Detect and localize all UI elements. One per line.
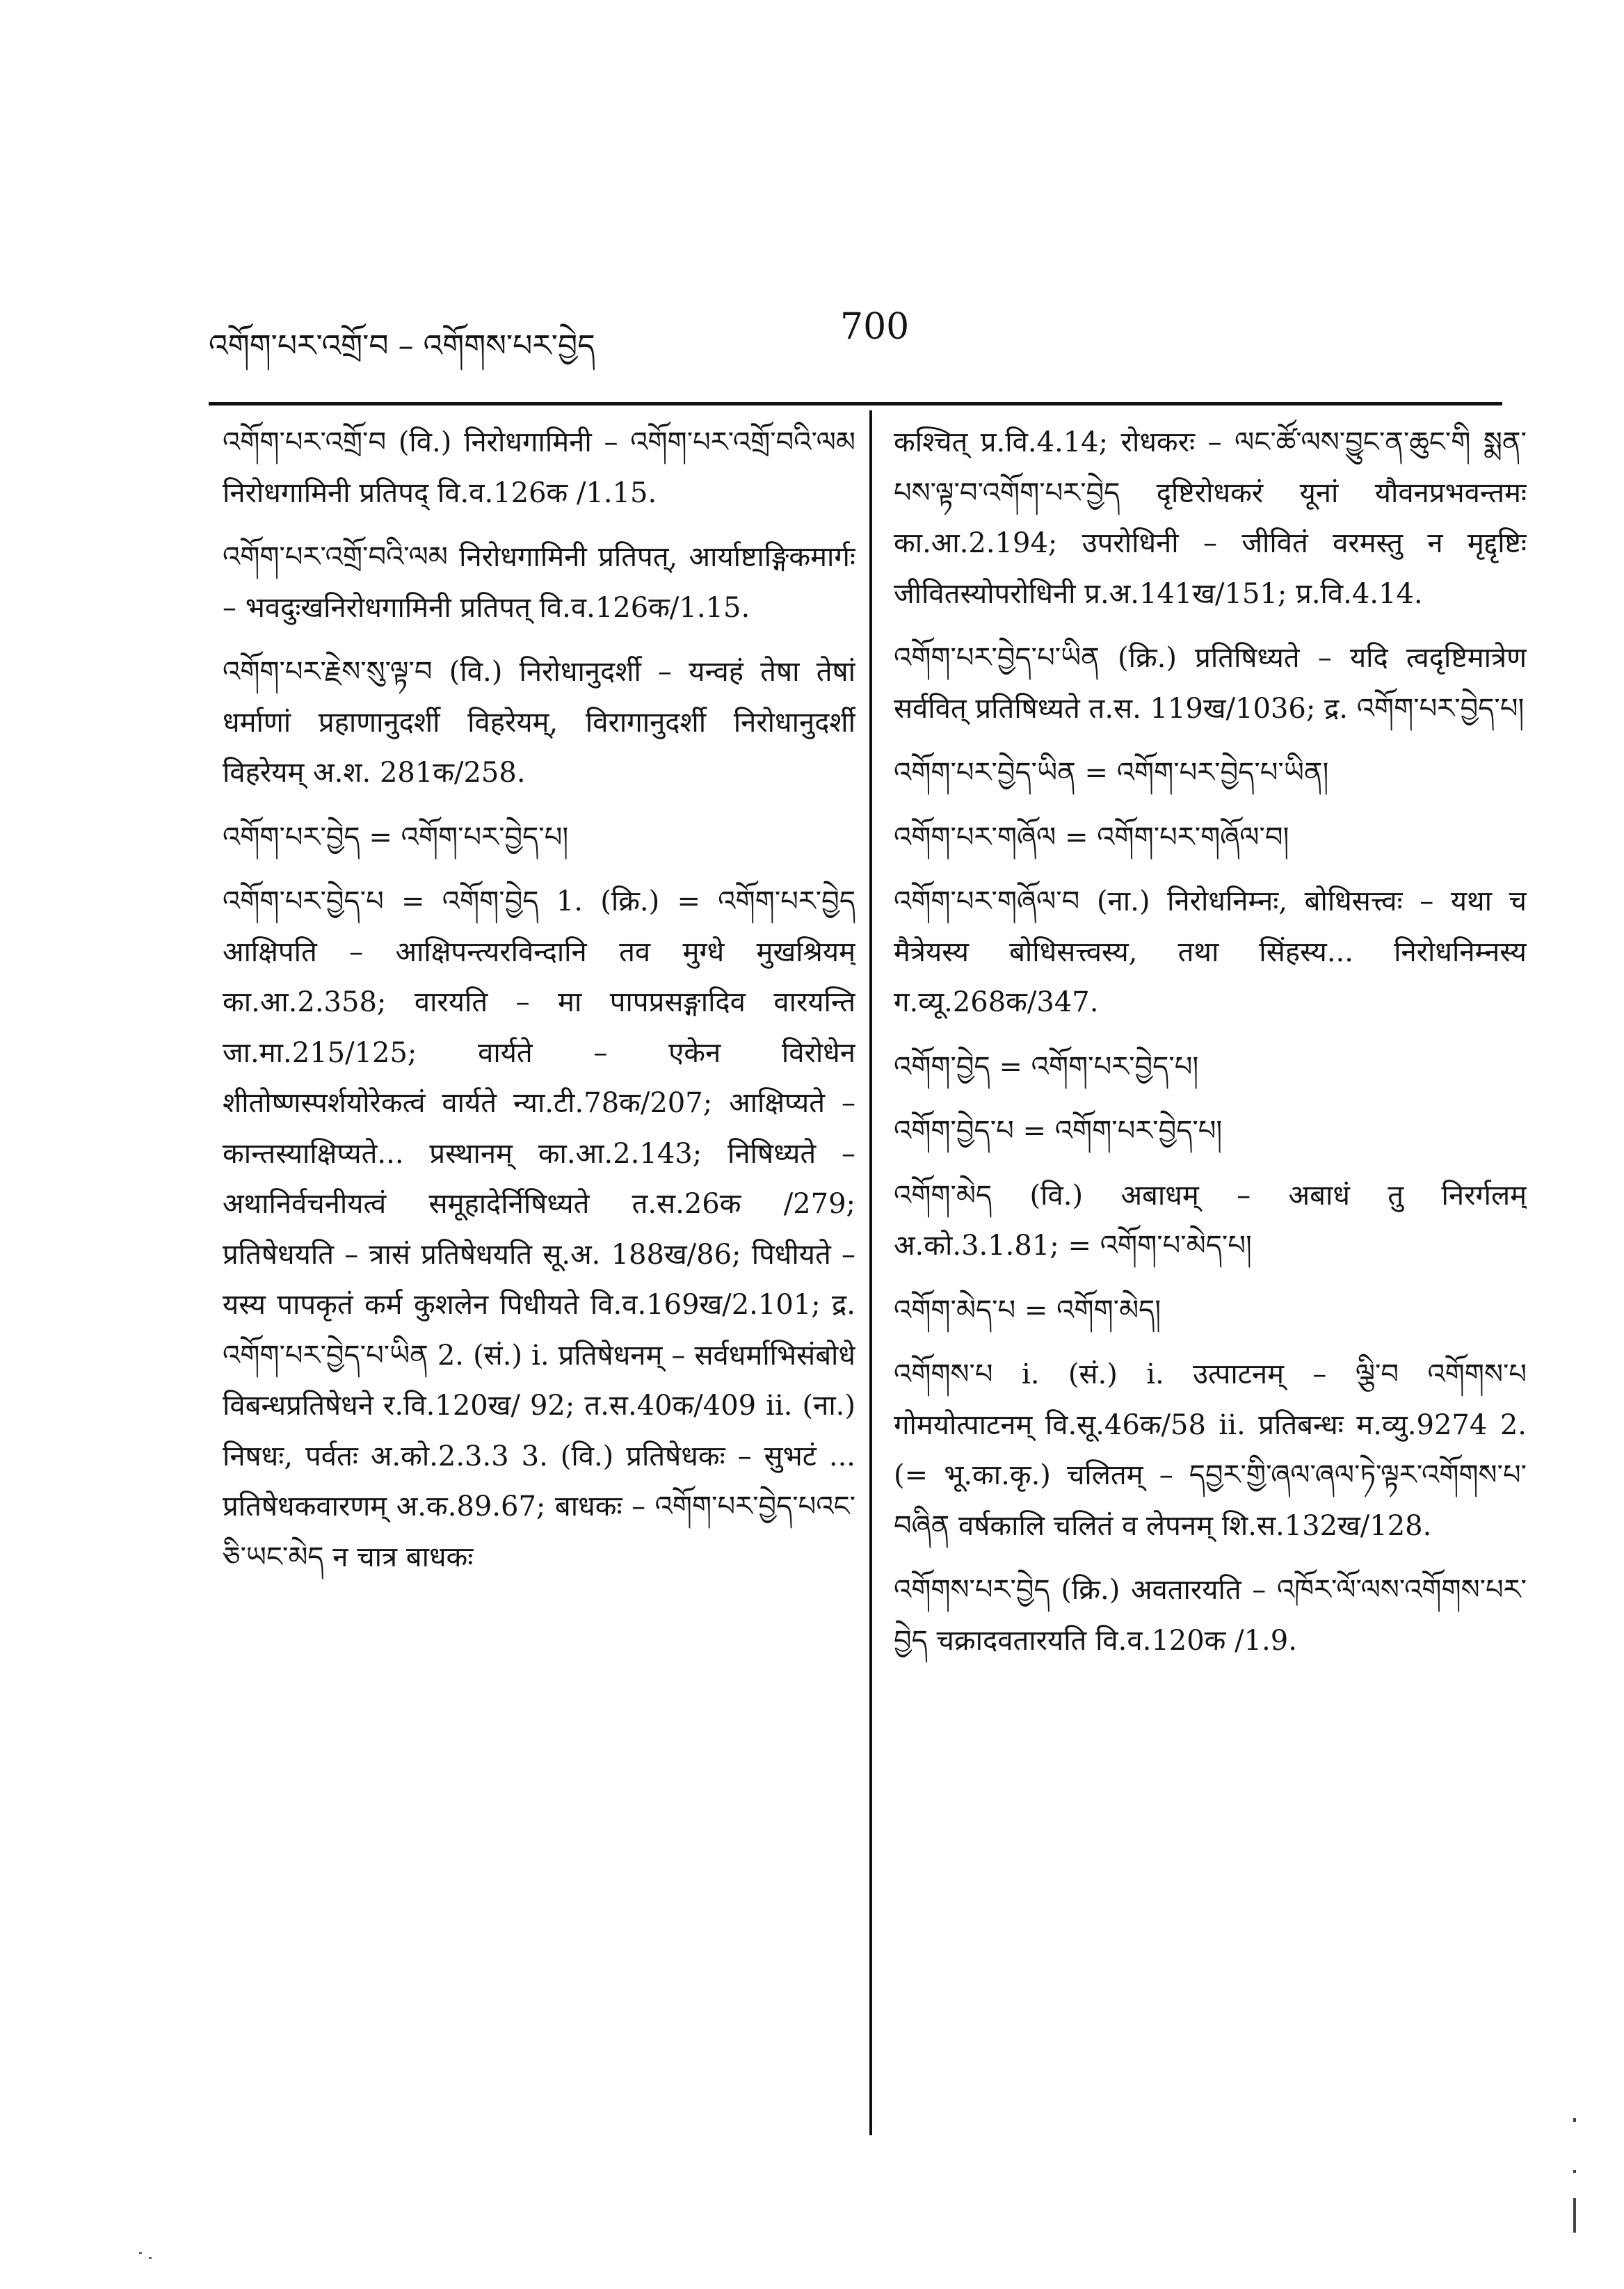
dictionary-entry: འགོག་པར་གཞོལ = འགོག་པར་གཞོལ་བ། — [894, 821, 1289, 853]
scan-speck — [149, 2257, 152, 2259]
dictionary-entry: འགོག་པར་བྱེད = འགོག་པར་བྱེད་པ། — [223, 821, 569, 853]
scan-edge-mark — [1573, 2198, 1576, 2233]
dictionary-entry: འགོག་བྱེད = འགོག་པར་བྱེད་པ། — [894, 1050, 1199, 1083]
dictionary-entry: འགོག་པར་འགྲོ་བའི་ལམ निरोधगामिनी प्रतिपत्, आर्याष्टाङ्गिकमार्गः – भवदुःखनिरोधगामिनी प्रतिपत् वि.व.126क/1.15. — [223, 541, 855, 624]
dictionary-entry: འགོག་བྱེད་པ = འགོག་པར་བྱེད་པ། — [894, 1115, 1223, 1147]
scan-speck — [139, 2252, 142, 2254]
right-column — [894, 417, 1527, 2128]
dictionary-entry: འགོག་པར་རྗེས་སུ་ལྟ་བ (वि.) निरोधानुदर्शी – यन्वहं तेषा तेषां धर्माणां प्रहाणानुदर्शी विहरेयम्, विरागानुदर्शी निरोधानुदर्शी विहरेयम् अ.श. 281क/258. — [223, 656, 855, 789]
dictionary-entry: འགོག་པར་བྱེད་པ = འགོག་བྱེད 1. (क्रि.) = འགོག་པར་བྱེད आक्षिपति – आक्षिपन्त्यरविन्दानि तव मुग्धे मुखश्रियम् का.आ.2.358; वारयति – मा पापप्रसङ्गादिव वारयन्ति जा.मा.215/125; वार्यते – एकेन विरोधेन शीतोष्णस्पर्शयोरेकत्वं वार्यते न्या.टी.78क/207; आक्षिप्यते – कान्तस्याक्षिप्यते... प्रस्थानम् का.आ.2.143; निषिध्यते – अथानिर्वचनीयत्वं समूहादेर्निषिध्यते त.स.26क /279; प्रतिषेधयति – त्रासं प्रतिषेधयति सू.अ. 188ख/86; पिधीयते – यस्य पापकृतं कर्म कुशलेन पिधीयते वि.व.169ख/2.101; द्र. འགོག་པར་བྱེད་པ་ཡིན 2. (सं.) i. प्रतिषेधनम् – सर्वधर्माभिसंबोधे विबन्धप्रतिषेधने र.वि.120ख/ 92; त.स.40क/409 ii. (ना.) निषधः, पर्वतः अ.को.2.3.3 3. (वि.) प्रतिषेधकः – सुभटं ... प्रतिषेधकवारणम् अ.क.89.67; बाधकः – འགོག་པར་བྱེད་པའང་ཅི་ཡང་མེད न चात्र बाधकः — [223, 885, 855, 1573]
column-divider — [869, 410, 872, 2135]
header-rule — [209, 402, 1502, 405]
running-title: འགོག་པར་འགྲོ་བ – འགོགས་པར་བྱེད — [209, 328, 595, 364]
dictionary-entry: འགོག་མེད (वि.) अबाधम् – अबाधं तु निरर्गलम् अ.को.3.1.81; = འགོག་པ་མེད་པ། — [894, 1179, 1527, 1262]
scan-speck — [1573, 2118, 1576, 2122]
running-header — [209, 306, 1502, 362]
dictionary-entry: འགོག་མེད་པ = འགོག་མེད། — [894, 1294, 1161, 1326]
dictionary-entry: འགོགས་པར་བྱེད (क्रि.) अवतारयति – འཁོར་ལོ་ལས་འགོགས་པར་བྱེད चक्रादवतारयति वि.व.120क /1.9. — [894, 1574, 1527, 1657]
dictionary-entry: འགོག་པར་བྱེད་ཡིན = འགོག་པར་བྱེད་པ་ཡིན། — [894, 757, 1329, 789]
dictionary-entry: འགོག་པར་གཞོལ་བ (ना.) निरोधनिम्नः, बोधिसत्त्वः – यथा च मैत्रेयस्य बोधिसत्त्वस्य, तथा सिंहस्य... निरोधनिम्नस्य ग.व्यू.268क/347. — [894, 885, 1527, 1018]
dictionary-entry: འགོག་པར་བྱེད་པ་ཡིན (क्रि.) प्रतिषिध्यते – यदि त्वदृष्टिमात्रेण सर्ववित् प्रतिषिध्यते त.स. 119ख/1036; द्र. འགོག་པར་བྱེད་པ། — [894, 642, 1527, 725]
dictionary-entry: कश्चित् प्र.वि.4.14; रोधकरः – ལང་ཚོ་ལས་བྱུང་ན་ཆུང་གི སྨན་པས་ལྟ་བ་འགོག་པར་བྱེད दृष्टिरोधकरं यूनां यौवनप्रभवन्तमः का.आ.2.194; उपरोधिनी – जीवितं वरमस्तु न मृद्दृष्टिः जीवितस्योपरोधिनी प्र.अ.141ख/151; प्र.वि.4.14. — [894, 426, 1527, 610]
dictionary-entry: འགོག་པར་འགྲོ་བ (वि.) निरोधगामिनी – འགོག་པར་འགྲོ་བའི་ལམ निरोधगामिनी प्रतिपद् वि.व.126क /1.15. — [223, 426, 855, 509]
scan-speck — [1573, 2170, 1576, 2173]
left-column — [223, 417, 855, 2128]
page-number: 700 — [840, 306, 910, 348]
dictionary-entry: འགོགས་པ i. (सं.) i. उत्पाटनम् – ལྕི་བ འགོགས་པ गोमयोत्पाटनम् वि.सू.46क/58 ii. प्रतिबन्धः म.व्यु.9274 2. (= भू.का.कृ.) चलितम् – དབྱར་གྱི་ཞལ་ཞལ་ཏེ་ལྟར་འགོགས་པ་བཞིན वर्षकालि चलितं व लेपनम् शि.स.132ख/128. — [894, 1358, 1527, 1542]
